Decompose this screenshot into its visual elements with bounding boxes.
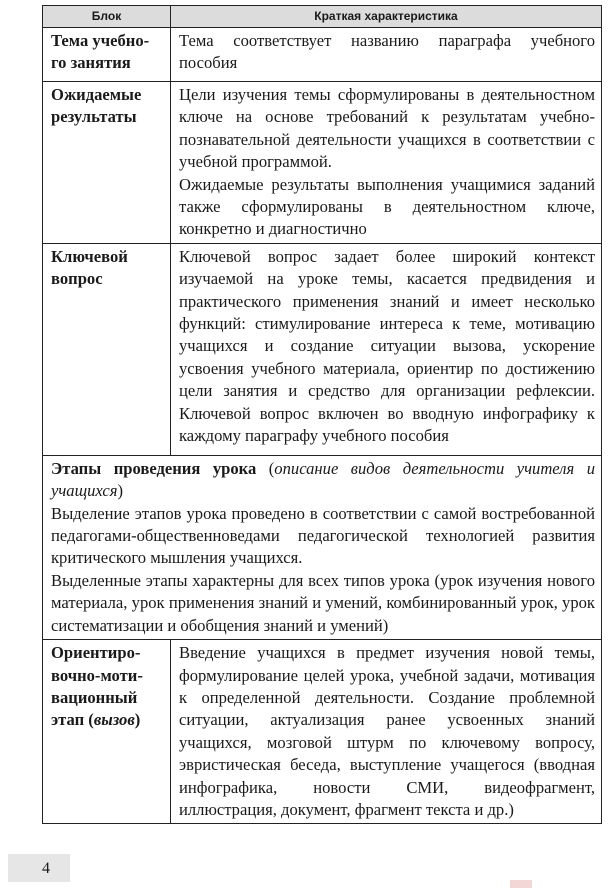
stages-cell: [43, 455, 602, 639]
row-label-last: этап (: [51, 710, 94, 730]
row-label: [43, 28, 171, 82]
table-row: [43, 243, 602, 455]
table-row: [43, 28, 602, 82]
row-label-line: Ориентиро-: [51, 643, 141, 663]
characteristics-table: [42, 5, 602, 824]
page-number-box: [8, 854, 70, 882]
table-row: [43, 640, 602, 824]
row-label-line: результаты: [51, 107, 137, 127]
stages-paragraph: Выделенные этапы характерны для всех типов урока (урок изучения нового материала, урок применения знаний и умений, комбинированный урок, урок систематизации и обобщения знаний и умений): [51, 570, 595, 635]
row-label-line: вочно-моти-: [51, 665, 143, 685]
row-text: [171, 82, 602, 244]
row-label: [43, 82, 171, 244]
row-label-line: [51, 709, 164, 731]
row-label: [43, 640, 171, 824]
row-label-line: Ключевой: [51, 246, 128, 266]
row-label-line: вопрос: [51, 269, 103, 289]
stages-paragraph: Выделение этапов урока проведено в соответствии с самой востребованной педагогами-общественноведами педагогической технологией развития критического мышления учащихся.: [51, 503, 595, 568]
row-paragraph: Тема соответствует названию параграфа учебного пособия: [179, 31, 595, 73]
corner-mark: [510, 880, 532, 888]
row-paragraph: Введение учащихся в предмет изучения новой темы, формулирование целей урока, учебной задачи, мотивация к определенной деятельности. Создание проблемной ситуации, актуализация ранее усвоенных знаний учащихся, мозговой штурм по ключевому вопросу, эвристическая беседа, выступление учащегося (вводная инфографика, новости СМИ, видеофрагмент, иллюстрация, документ, фрагмент текста и др.): [179, 643, 595, 819]
stages-title: [51, 458, 595, 503]
row-label-line: го занятия: [51, 53, 131, 73]
table-row: [43, 82, 602, 244]
row-label-last-close: ): [134, 710, 141, 730]
stages-title-close: ): [117, 481, 123, 501]
table-header-row: [43, 6, 602, 28]
row-label: [43, 243, 171, 455]
row-paragraph: Цели изучения темы сформулированы в деятельностном ключе на основе требований к результатам учебно-познавательной деятельности учащихся в соответствии с учебной программой.: [179, 85, 595, 172]
row-label-line: Ожидаемые: [51, 85, 142, 104]
row-label-line: вационный: [51, 687, 138, 707]
stages-row: [43, 455, 602, 639]
row-paragraph: Ключевой вопрос задает более широкий контекст изучаемой на уроке темы, касается предвидения и практического применения знаний и имеет несколько функций: стимулирование интереса к теме, мотивацию учащихся и создание ситуации вызова, ускорение усвоения учебного материала, ориентир по достижению цели занятия и средство для организации рефлексии. Ключевой вопрос включен во вводную инфографику к каждому параграфу учебного пособия: [179, 246, 595, 446]
page-number: 4: [42, 860, 50, 877]
row-text: [171, 640, 602, 824]
row-text: [171, 28, 602, 82]
row-text: [171, 243, 602, 455]
stages-title-open: (: [256, 458, 275, 478]
stages-title-italic: описание видов деятельности учителя и учащихся: [51, 458, 595, 501]
row-label-last-italic: вызов: [93, 710, 135, 730]
stages-title-bold: Этапы проведения урока: [51, 458, 257, 478]
header-description: Краткая характеристика: [171, 6, 602, 28]
row-paragraph: Ожидаемые результаты выполнения учащимися заданий также сформулированы в деятельностном ключе, конкретно и диагностично: [179, 174, 595, 239]
header-block: Блок: [43, 6, 171, 28]
row-label-line: Тема учебно-: [51, 31, 150, 50]
